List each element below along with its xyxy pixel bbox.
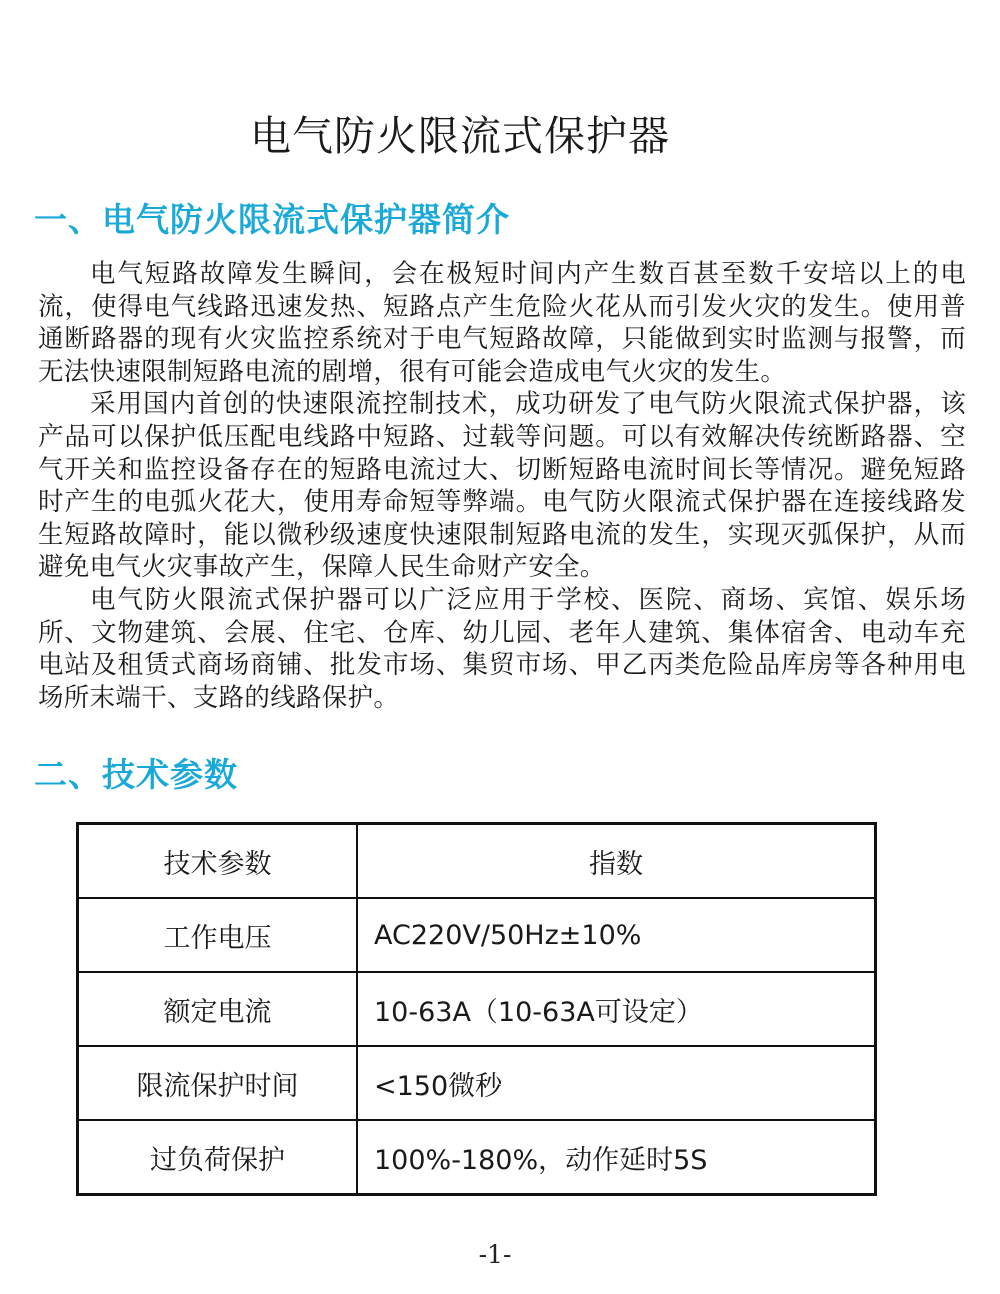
param-name-cell: 工作电压 xyxy=(78,898,358,972)
intro-body xyxy=(38,258,966,714)
param-value-cell: 100%-180%，动作延时5S xyxy=(357,1120,876,1195)
section-heading-specs: 二、技术参数 xyxy=(34,755,238,794)
page-number: -1- xyxy=(478,1240,512,1269)
intro-paragraph: 电气防火限流式保护器可以广泛应用于学校、医院、商场、宾馆、娱乐场所、文物建筑、会展、住宅、仓库、幼儿园、老年人建筑、集体宿舍、电动车充电站及租赁式商场商铺、批发市场、集贸市场、甲乙丙类危险品库房等各种用电场所末端干、支路的线路保护。 xyxy=(38,584,966,713)
param-name-cell: 限流保护时间 xyxy=(78,1046,358,1120)
param-name-cell: 额定电流 xyxy=(78,972,358,1046)
table-header-cell: 指数 xyxy=(357,824,876,899)
spec-table xyxy=(76,822,877,1196)
table-row xyxy=(78,1120,876,1195)
table-header-cell: 技术参数 xyxy=(78,824,358,899)
table-row xyxy=(78,1046,876,1120)
table-header-row xyxy=(78,824,876,899)
document-title: 电气防火限流式保护器 xyxy=(250,112,670,160)
param-value-cell: AC220V/50Hz±10% xyxy=(357,898,876,972)
param-value-cell: 10-63A（10-63A可设定） xyxy=(357,972,876,1046)
intro-paragraph: 采用国内首创的快速限流控制技术，成功研发了电气防火限流式保护器，该产品可以保护低压配电线路中短路、过载等问题。可以有效解决传统断路器、空气开关和监控设备存在的短路电流过大、切断短路电流时间长等情况。避免短路时产生的电弧火花大，使用寿命短等弊端。电气防火限流式保护器在连接线路发生短路故障时，能以微秒级速度快速限制短路电流的发生，实现灭弧保护，从而避免电气火灾事故产生，保障人民生命财产安全。 xyxy=(38,389,966,583)
table-row xyxy=(78,898,876,972)
table-row xyxy=(78,972,876,1046)
param-value-cell: <150微秒 xyxy=(357,1046,876,1120)
intro-paragraph: 电气短路故障发生瞬间，会在极短时间内产生数百甚至数千安培以上的电流，使得电气线路迅速发热、短路点产生危险火花从而引发火灾的发生。使用普通断路器的现有火灾监控系统对于电气短路故障，只能做到实时监测与报警，而无法快速限制短路电流的剧增，很有可能会造成电气火灾的发生。 xyxy=(38,259,966,387)
section-heading-intro: 一、电气防火限流式保护器简介 xyxy=(34,200,510,239)
param-name-cell: 过负荷保护 xyxy=(78,1120,358,1195)
